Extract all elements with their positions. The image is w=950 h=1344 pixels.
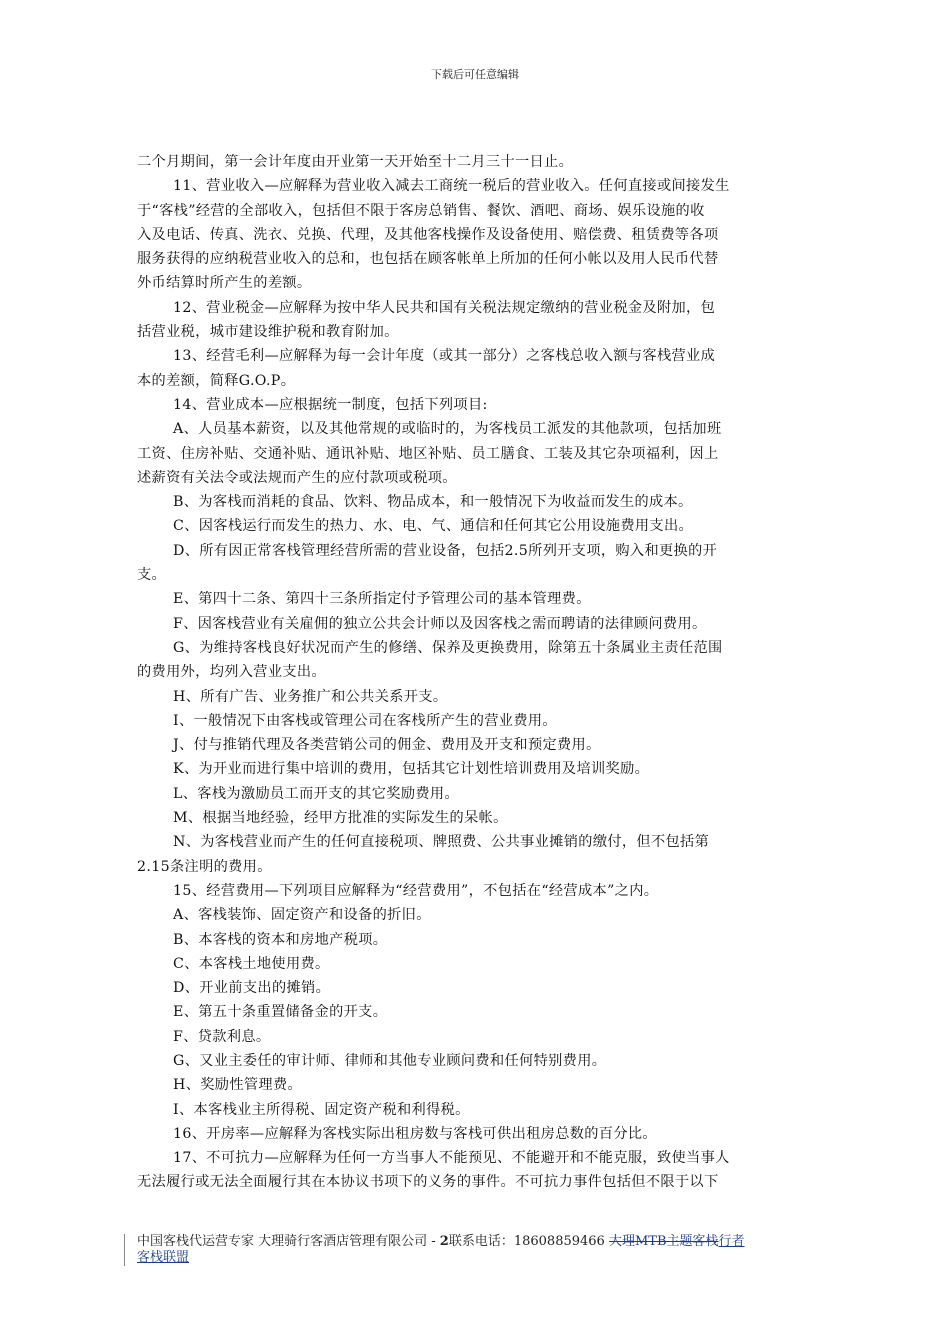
text-line: 15、经营费用—下列项目应解释为“经营费用”，不包括在“经营成本”之内。 (173, 882, 659, 899)
text-line: N、为客栈营业而产生的任何直接税项、牌照费、公共事业摊销的缴付，但不包括第 (173, 834, 710, 851)
text-line: E、第四十二条、第四十三条所指定付予管理公司的基本管理费。 (173, 591, 591, 608)
text-line: 无法履行或无法全面履行其在本协议书项下的义务的事件。不可抗力事件包括但不限于以下 (137, 1174, 719, 1191)
text-line: 11、营业收入—应解释为营业收入减去工商统一税后的营业收入。任何直接或间接发生 (173, 178, 730, 195)
text-line: L、客栈为激励员工而开支的其它奖励费用。 (173, 785, 459, 802)
text-line: 二个月期间，第一会计年度由开业第一天开始至十二月三十一日止。 (137, 154, 574, 170)
footer-link-mtb[interactable]: 大理MTB主题客栈 (608, 1234, 719, 1249)
text-line: 外币结算时所产生的差额。 (137, 275, 312, 292)
text-line: 2.15条注明的费用。 (137, 858, 272, 875)
text-line: J、付与推销代理及各类营销公司的佣金、费用及开支和预定费用。 (173, 737, 601, 754)
text-line: B、本客栈的资本和房地产税项。 (173, 931, 388, 948)
footer-line (137, 1234, 837, 1250)
text-line: F、因客栈营业有关雇佣的独立公共会计师以及因客栈之需而聘请的法律顾问费用。 (173, 615, 707, 632)
text-line: B、为客栈而消耗的食品、饮料、物品成本，和一般情况下为收益而发生的成本。 (173, 494, 693, 511)
footer-link-alliance[interactable]: 客栈联盟 (137, 1250, 190, 1265)
text-line: 括营业税，城市建设维护税和教育附加。 (137, 324, 399, 341)
text-line: 述薪资有关法令或法规而产生的应付款项或税项。 (137, 469, 457, 486)
text-line: A、人员基本薪资，以及其他常规的或临时的，为客栈员工派发的其他款项，包括加班 (173, 421, 722, 438)
text-line: D、所有因正常客栈管理经营所需的营业设备，包括2.5所列开支项，购入和更换的开 (173, 542, 718, 559)
text-line: 的费用外，均列入营业支出。 (137, 664, 326, 681)
text-line: I、本客栈业主所得税、固定资产税和利得税。 (173, 1101, 470, 1118)
footer-company: 中国客栈代运营专家 大理骑行客酒店管理有限公司 - (137, 1234, 440, 1249)
text-line: 工资、住房补贴、交通补贴、通讯补贴、地区补贴、员工膳食、工装及其它杂项福利，因上 (137, 445, 719, 462)
text-line: F、贷款利息。 (173, 1028, 271, 1045)
text-line: 支。 (137, 567, 167, 584)
footer-link-xingzhe[interactable]: 行者 (718, 1234, 745, 1249)
text-line: C、因客栈运行而发生的热力、水、电、气、通信和任何其它公用设施费用支出。 (173, 518, 694, 535)
text-line: E、第五十条重置储备金的开支。 (173, 1004, 388, 1021)
text-line: H、所有广告、业务推广和公共关系开支。 (173, 688, 448, 705)
text-line: I、一般情况下由客栈或管理公司在客栈所产生的营业费用。 (173, 712, 557, 729)
text-line: 服务获得的应纳税营业收入的总和，也包括在顾客帐单上所加的任何小帐以及用人民币代替 (137, 251, 719, 268)
text-line: C、本客栈土地使用费。 (173, 955, 330, 972)
text-line: 入及电话、传真、洗衣、兑换、代理，及其他客栈操作及设备使用、赔偿费、租赁费等各项 (137, 226, 719, 243)
text-line: 16、开房率—应解释为客栈实际出租房数与客栈可供出租房总数的百分比。 (173, 1125, 657, 1142)
page-header: 下载后可任意编辑 (431, 68, 519, 81)
text-line: G、为维持客栈良好状况而产生的修缮、保养及更换费用，除第五十条属业主责任范围 (173, 639, 723, 656)
footer-contact: 联系电话：18608859466 (448, 1234, 609, 1249)
text-line: 14、营业成本—应根据统一制度，包括下列项目: (173, 396, 488, 413)
text-line: 于“客栈”经营的全部收入，包括但不限于客房总销售、餐饮、酒吧、商场、娱乐设施的收 (137, 202, 705, 219)
text-line: 17、不可抗力—应解释为任何一方当事人不能预见、不能避开和不能克服，致使当事人 (173, 1150, 730, 1167)
text-line: 本的差额，简释G.O.P。 (137, 372, 296, 389)
text-line: 13、经营毛利—应解释为每一会计年度（或其一部分）之客栈总收入额与客栈营业成 (173, 348, 716, 365)
text-line: G、又业主委任的审计师、律师和其他专业顾问费和任何特别费用。 (173, 1052, 607, 1069)
text-line: A、客栈装饰、固定资产和设备的折旧。 (173, 907, 431, 924)
page-footer (124, 1234, 837, 1266)
document-body (137, 150, 817, 1195)
text-line: H、奖励性管理费。 (173, 1077, 303, 1094)
text-line: 12、营业税金—应解释为按中华人民共和国有关税法规定缴纳的营业税金及附加，包 (173, 299, 716, 316)
text-line: M、根据当地经验，经甲方批准的实际发生的呆帐。 (173, 810, 508, 827)
footer-page-number: 2 (439, 1234, 449, 1249)
text-line: K、为开业而进行集中培训的费用，包括其它计划性培训费用及培训奖励。 (173, 761, 650, 778)
text-line: D、开业前支出的摊销。 (173, 980, 331, 997)
